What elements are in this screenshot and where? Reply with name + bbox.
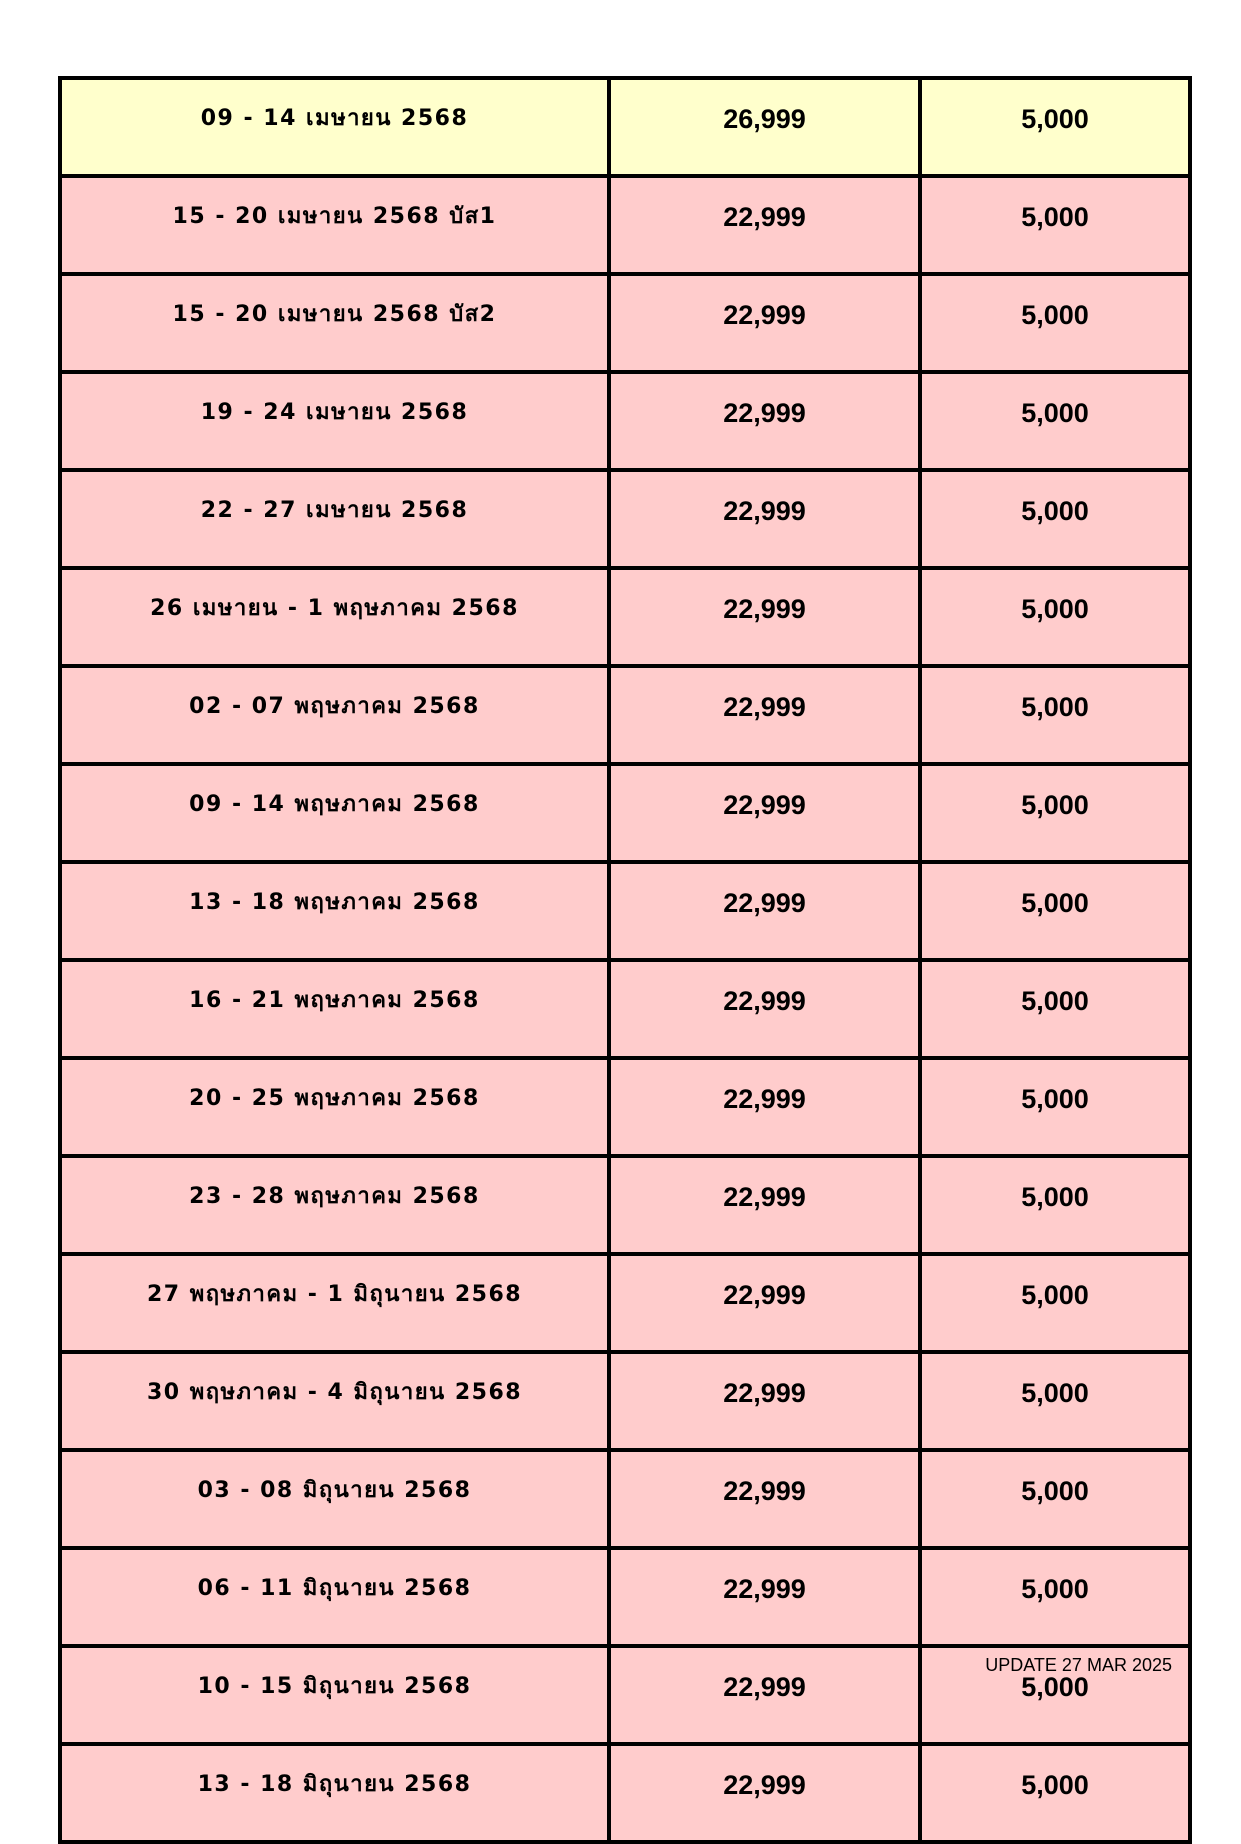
table-row: [60, 78, 1190, 176]
date-range-cell: 09 - 14 พฤษภาคม 2568: [60, 764, 609, 862]
deposit-cell: 5,000: [920, 568, 1190, 666]
table-row: [60, 666, 1190, 764]
table-row: [60, 372, 1190, 470]
date-range-cell: 19 - 24 เมษายน 2568: [60, 372, 609, 470]
deposit-cell: 5,000: [920, 470, 1190, 568]
date-range-cell: 30 พฤษภาคม - 4 มิถุนายน 2568: [60, 1352, 609, 1450]
table-row: [60, 862, 1190, 960]
deposit-cell: 5,000: [920, 764, 1190, 862]
deposit-cell: 5,000: [920, 176, 1190, 274]
table-row: [60, 1254, 1190, 1352]
date-range-cell: 27 พฤษภาคม - 1 มิถุนายน 2568: [60, 1254, 609, 1352]
table-row: [60, 1450, 1190, 1548]
price-cell: 22,999: [609, 1058, 920, 1156]
date-range-cell: 06 - 11 มิถุนายน 2568: [60, 1548, 609, 1646]
deposit-cell: 5,000: [920, 960, 1190, 1058]
deposit-cell: 5,000: [920, 862, 1190, 960]
price-cell: 22,999: [609, 862, 920, 960]
date-range-cell: 03 - 08 มิถุนายน 2568: [60, 1450, 609, 1548]
price-cell: 22,999: [609, 1156, 920, 1254]
date-range-cell: 16 - 21 พฤษภาคม 2568: [60, 960, 609, 1058]
table-row: [60, 1548, 1190, 1646]
date-range-cell: 13 - 18 มิถุนายน 2568: [60, 1744, 609, 1842]
date-range-cell: 20 - 25 พฤษภาคม 2568: [60, 1058, 609, 1156]
table-row: [60, 960, 1190, 1058]
table-row: [60, 1744, 1190, 1842]
date-range-cell: 15 - 20 เมษายน 2568 บัส1: [60, 176, 609, 274]
price-cell: 22,999: [609, 1254, 920, 1352]
deposit-cell: 5,000: [920, 666, 1190, 764]
price-cell: 22,999: [609, 1744, 920, 1842]
table-row: [60, 1352, 1190, 1450]
price-cell: 22,999: [609, 274, 920, 372]
table-row: [60, 1058, 1190, 1156]
table-row: [60, 274, 1190, 372]
deposit-cell: 5,000: [920, 372, 1190, 470]
price-cell: 22,999: [609, 1548, 920, 1646]
price-cell: 26,999: [609, 78, 920, 176]
table-row: [60, 1156, 1190, 1254]
date-range-cell: 09 - 14 เมษายน 2568: [60, 78, 609, 176]
price-cell: 22,999: [609, 568, 920, 666]
price-cell: 22,999: [609, 1352, 920, 1450]
update-note: UPDATE 27 MAR 2025: [985, 1655, 1172, 1675]
price-cell: 22,999: [609, 176, 920, 274]
date-range-cell: 13 - 18 พฤษภาคม 2568: [60, 862, 609, 960]
table-row: [60, 470, 1190, 568]
price-cell: 22,999: [609, 470, 920, 568]
deposit-cell: 5,000: [920, 1450, 1190, 1548]
price-cell: 22,999: [609, 1646, 920, 1744]
deposit-cell: 5,000: [920, 1254, 1190, 1352]
table-row: [60, 176, 1190, 274]
deposit-cell: 5,000: [920, 1646, 1190, 1744]
date-range-cell: 15 - 20 เมษายน 2568 บัส2: [60, 274, 609, 372]
date-range-cell: 23 - 28 พฤษภาคม 2568: [60, 1156, 609, 1254]
date-range-cell: 26 เมษายน - 1 พฤษภาคม 2568: [60, 568, 609, 666]
table-row: [60, 568, 1190, 666]
date-range-cell: 22 - 27 เมษายน 2568: [60, 470, 609, 568]
price-table-body: [60, 78, 1190, 1842]
deposit-cell: 5,000: [920, 1352, 1190, 1450]
deposit-cell: 5,000: [920, 1744, 1190, 1842]
price-cell: 22,999: [609, 372, 920, 470]
table-row: [60, 764, 1190, 862]
price-cell: 22,999: [609, 764, 920, 862]
deposit-cell: 5,000: [920, 274, 1190, 372]
date-range-cell: 10 - 15 มิถุนายน 2568: [60, 1646, 609, 1744]
price-table: [58, 76, 1192, 1844]
deposit-cell: 5,000: [920, 1058, 1190, 1156]
date-range-cell: 02 - 07 พฤษภาคม 2568: [60, 666, 609, 764]
price-cell: 22,999: [609, 960, 920, 1058]
deposit-cell: 5,000: [920, 1156, 1190, 1254]
deposit-cell: 5,000: [920, 78, 1190, 176]
price-cell: 22,999: [609, 666, 920, 764]
price-cell: 22,999: [609, 1450, 920, 1548]
deposit-cell: 5,000: [920, 1548, 1190, 1646]
